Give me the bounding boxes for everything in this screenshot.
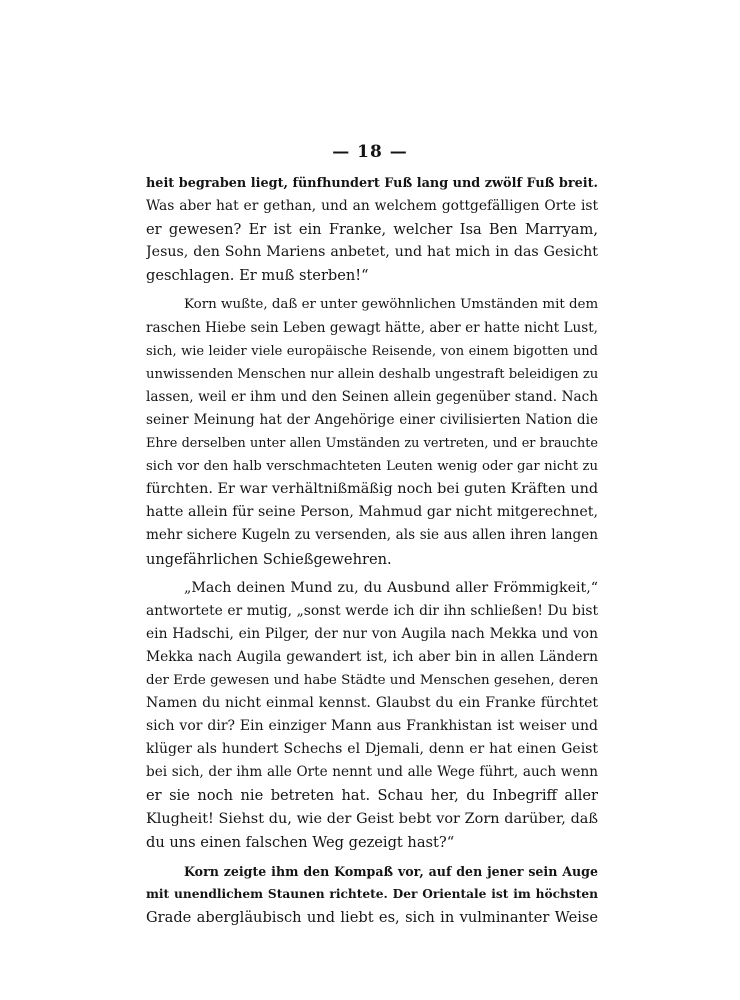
text-line: Was aber hat er gethan, und an welchem gottgefälligen Orte ist [146,198,598,215]
text-line: heit begraben liegt, fünfhundert Fuß lang und zwölf Fuß breit. [146,176,598,191]
text-line: lassen, weil er ihm und den Seinen allein gegenüber stand. Nach [146,388,598,405]
text-line: „Mach deinen Mund zu, du Ausbund aller Frömmigkeit,“ [184,579,598,596]
paragraph [146,172,598,287]
text-line: antwortete er mutig, „sonst werde ich dir ihn schließen! Du bist [146,602,598,619]
paragraph [146,860,598,929]
text-line: Klugheit! Siehst du, wie der Geist bebt vor Zorn darüber, daß [146,810,598,827]
text-line: sich, wie leider viele europäische Reisende, von einem bigotten und [146,343,598,359]
text-line: du uns einen falschen Weg gezeigt hast?“ [146,833,455,851]
text-line: sich vor den halb verschmachteten Leuten wenig oder gar nicht zu [146,459,598,475]
text-line: unwissenden Menschen nur allein deshalb ungestraft beleidigen zu [146,366,598,382]
text-line: seiner Meinung hat der Angehörige einer civilisierten Nation die [146,411,598,428]
text-line: Korn zeigte ihm den Kompaß vor, auf den jener sein Auge [184,863,598,879]
text-line: mehr sichere Kugeln zu versenden, als sie aus allen ihren langen [146,527,598,544]
text-line: Mekka nach Augila gewandert ist, ich aber bin in allen Ländern [146,648,598,665]
paragraph [146,577,598,854]
text-line: Grade abergläubisch und liebt es, sich in vulminanter Weise [146,908,598,926]
text-line: Ehre derselben unter allen Umständen zu vertreten, und er brauchte [146,436,598,452]
body-text [146,172,598,929]
text-line: mit unendlichem Staunen richtete. Der Orientale ist im höchsten [146,886,598,901]
text-line: Namen du nicht einmal kennst. Glaubst du ein Franke fürchtet [146,695,598,712]
text-line: bei sich, der ihm alle Orte nennt und alle Wege führt, auch wenn [146,764,598,781]
text-line: raschen Hiebe sein Leben gewagt hätte, aber er hatte nicht Lust, [146,319,598,336]
text-line: ein Hadschi, ein Pilger, der nur von Augila nach Mekka und von [146,625,598,642]
paragraph [146,293,598,570]
text-line: geschlagen. Er muß sterben!“ [146,267,369,285]
text-line: fürchten. Er war verhältnißmäßig noch bei guten Kräften und [146,481,598,498]
text-line: ungefährlichen Schießgewehren. [146,550,392,568]
page-number: — 18 — [332,142,408,162]
text-line: sich vor dir? Ein einziger Mann aus Frankhistan ist weiser und [146,718,598,735]
text-line: er gewesen? Er ist ein Franke, welcher Isa Ben Marryam, [146,221,598,239]
text-line: klüger als hundert Schechs el Djemali, denn er hat einen Geist [146,741,598,758]
text-line: hatte allein für seine Person, Mahmud gar nicht mitgerechnet, [146,504,598,521]
text-line: der Erde gewesen und habe Städte und Menschen gesehen, deren [146,672,598,688]
text-line: Jesus, den Sohn Mariens anbetet, und hat mich in das Gesicht [146,244,598,261]
text-line: er sie noch nie betreten hat. Schau her, du Inbegriff aller [146,787,598,805]
text-line: Korn wußte, daß er unter gewöhnlichen Umständen mit dem [184,297,598,313]
